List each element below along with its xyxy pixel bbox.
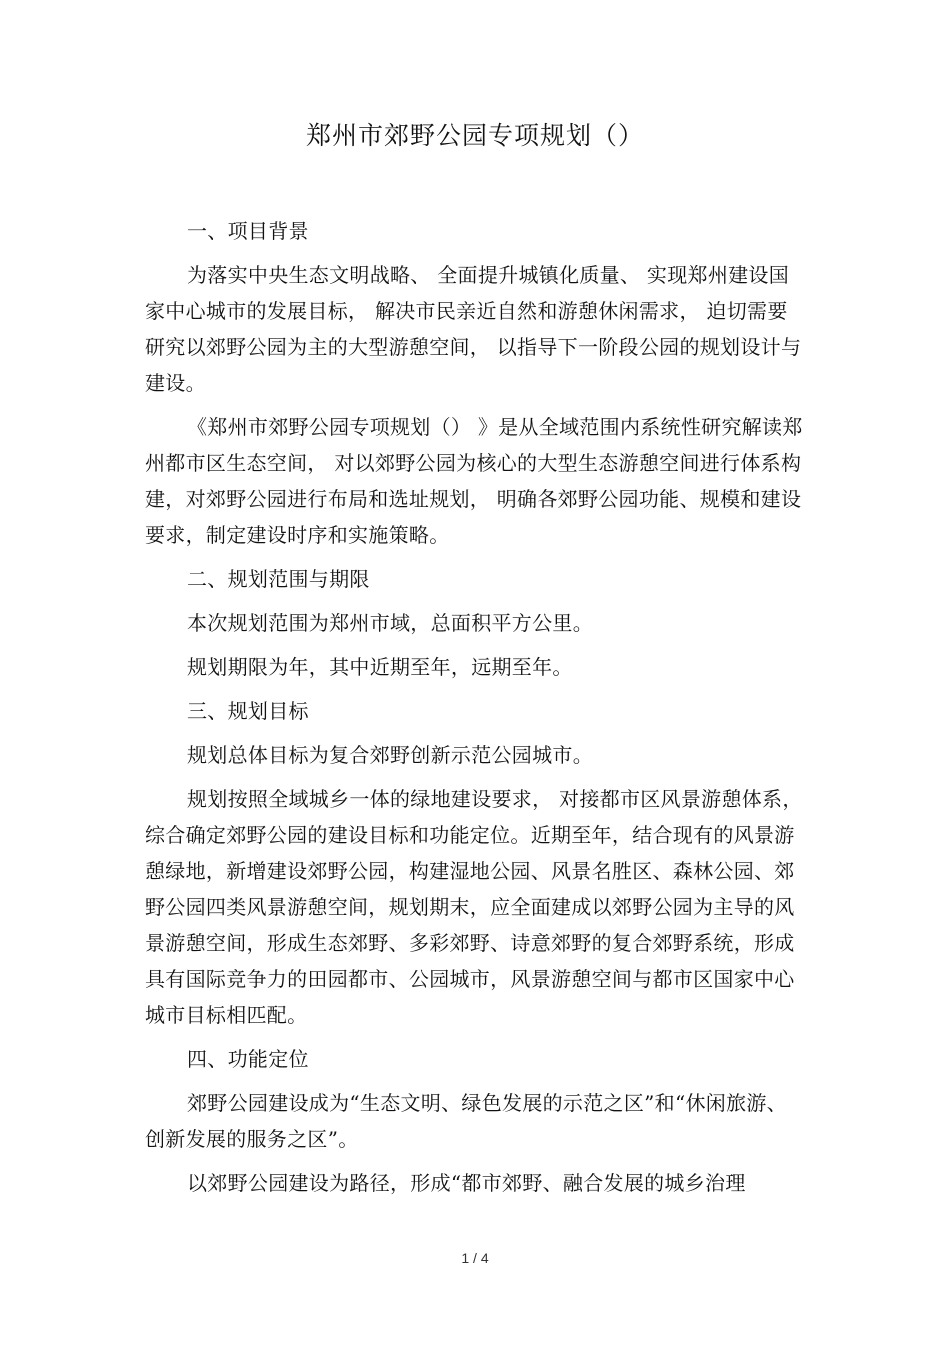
paragraph: 为落实中央生态文明战略、 全面提升城镇化质量、 实现郑州建设国家中心城市的发展目标， 解决市民亲近自然和游憩休闲需求， 迫切需要研究以郊野公园为主的大型游憩空间， 以指导下一阶段公园的规划设计与建设。: [145, 263, 802, 395]
section-heading-scope: 二、规划范围与期限: [187, 567, 370, 591]
section-heading-goals: 三、规划目标: [187, 699, 309, 723]
paragraph: 本次规划范围为郑州市域，总面积平方公里。: [187, 611, 593, 635]
section-heading-background: 一、项目背景: [187, 219, 309, 243]
paragraph: 规划总体目标为复合郊野创新示范公园城市。: [187, 743, 593, 767]
page-number: 1 / 4: [461, 1250, 489, 1266]
document-body: [145, 213, 805, 1209]
section-heading-function: 四、功能定位: [187, 1047, 309, 1071]
paragraph: 规划期限为年，其中近期至年，远期至年。: [187, 655, 573, 679]
paragraph: 《郑州市郊野公园专项规划（） 》是从全域范围内系统性研究解读郑州都市区生态空间， 对以郊野公园为核心的大型生态游憩空间进行体系构建，对郊野公园进行布局和选址规划， 明确各郊野公园功能、规模和建设要求，制定建设时序和实施策略。: [145, 415, 803, 547]
document-title: 郑州市郊野公园专项规划（）: [305, 121, 644, 150]
paragraph: 规划按照全域城乡一体的绿地建设要求， 对接都市区风景游憩体系，综合确定郊野公园的建设目标和功能定位。近期至年，结合现有的风景游憩绿地，新增建设郊野公园，构建湿地公园、风景名胜区、森林公园、郊野公园四类风景游憩空间，规划期末，应全面建成以郊野公园为主导的风景游憩空间，形成生态郊野、多彩郊野、诗意郊野的复合郊野系统，形成具有国际竞争力的田园都市、公园城市，风景游憩空间与都市区国家中心城市目标相匹配。: [145, 787, 803, 1027]
paragraph: 郊野公园建设成为“生态文明、绿色发展的示范之区”和“休闲旅游、创新发展的服务之区”。: [145, 1091, 787, 1151]
paragraph: 以郊野公园建设为路径，形成“都市郊野、融合发展的城乡治理: [187, 1171, 746, 1195]
